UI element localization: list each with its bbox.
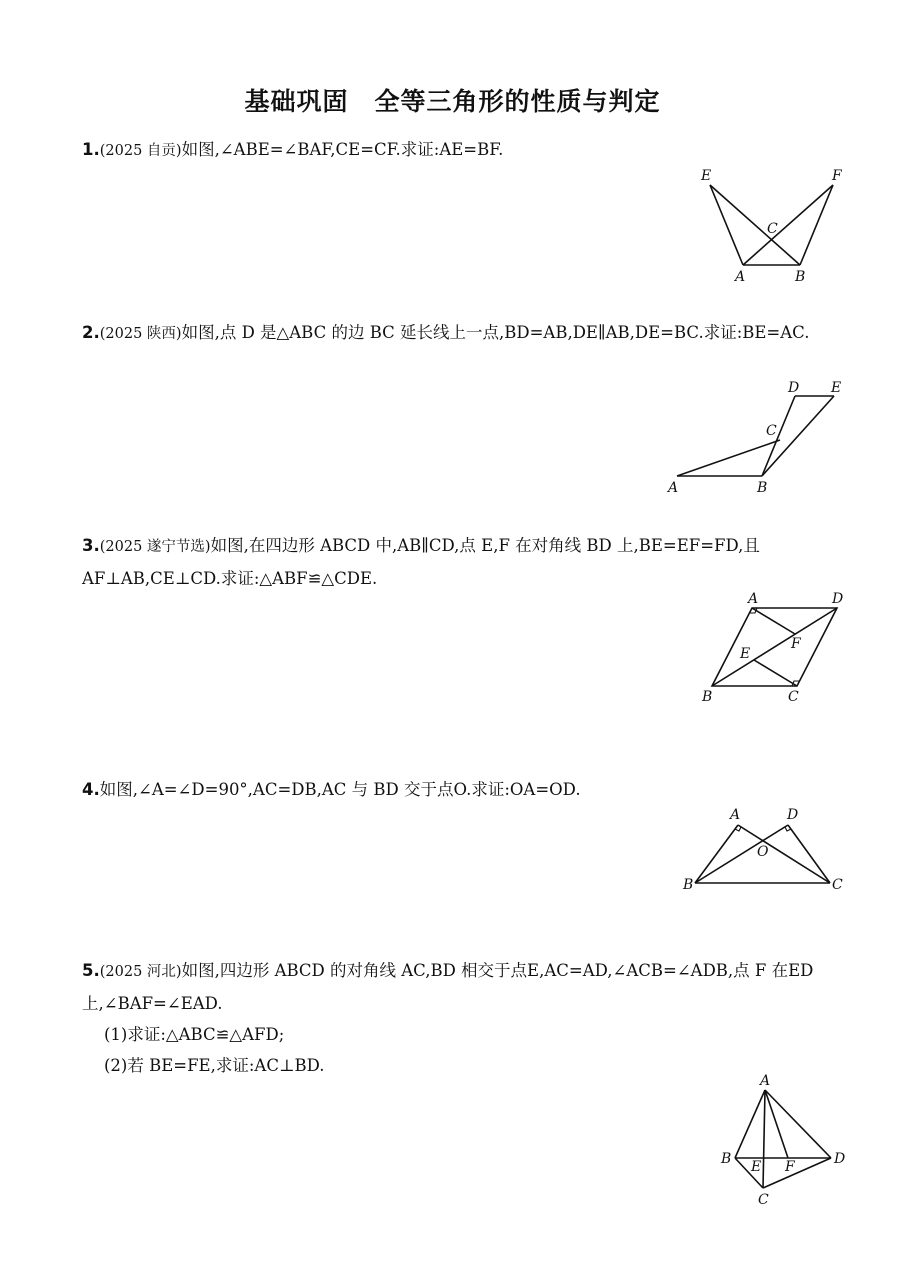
label-c: C [832, 877, 843, 893]
label-d: D [787, 807, 799, 823]
problem-3 [82, 530, 848, 594]
problem-source: (2025 自贡) [99, 143, 182, 159]
segment-ad [765, 1090, 831, 1158]
label-e: E [740, 646, 751, 662]
sub-question-2: (2)若 BE=FE,求证:AC⊥BD. [104, 1056, 325, 1075]
problem-number: 5. [82, 961, 100, 980]
label-b: B [795, 269, 806, 285]
segment-fa [743, 185, 833, 265]
segment-eb [710, 185, 800, 265]
label-o: O [757, 844, 769, 860]
problem-number: 2. [82, 323, 100, 342]
segment-ab [735, 1090, 765, 1158]
problem-number: 1. [82, 140, 100, 159]
label-b: B [683, 877, 694, 893]
figure-1 [695, 163, 855, 288]
segment-ce [754, 660, 797, 686]
problem-text: 如图,∠A=∠D=90°,AC=DB,AC 与 BD 交于点O.求证:OA=OD. [99, 780, 581, 799]
label-d: D [832, 591, 844, 607]
label-e: E [701, 168, 712, 184]
label-c: C [766, 423, 777, 439]
segment-fb [800, 185, 833, 265]
problem-text: 如图,点 D 是△ABC 的边 BC 延长线上一点,BD=AB,DE∥AB,DE=BC.求证:BE=AC. [181, 323, 810, 342]
label-f: F [785, 1159, 795, 1175]
segment-ac [738, 825, 830, 883]
label-b: B [721, 1151, 732, 1167]
segment-dc [788, 825, 830, 883]
sub-question-1: (1)求证:△ABC≌△AFD; [104, 1025, 285, 1044]
label-c: C [767, 221, 778, 237]
problem-text: 如图,在四边形 ABCD 中,AB∥CD,点 E,F 在对角线 BD 上,BE=EF=FD,且 AF⊥AB,CE⊥CD.求证:△ABF≌△CDE. [82, 536, 760, 588]
label-f: F [791, 636, 801, 652]
label-a: A [668, 480, 679, 496]
problem-source: (2025 遂宁节选) [99, 539, 211, 555]
figure-4 [680, 800, 855, 900]
segment-ab [695, 825, 738, 883]
segment-ac [763, 1090, 765, 1188]
label-b: B [702, 689, 713, 705]
page-title: 基础巩固 全等三角形的性质与判定 [244, 87, 661, 116]
problem-source: (2025 河北) [99, 964, 182, 980]
segment-db [695, 825, 788, 883]
label-d: D [834, 1151, 846, 1167]
label-f: F [832, 168, 842, 184]
segment-ea [710, 185, 743, 265]
problem-number: 3. [82, 536, 100, 555]
problem-text: 如图,∠ABE=∠BAF,CE=CF.求证:AE=BF. [181, 140, 504, 159]
segment-af [765, 1090, 788, 1158]
figure-2 [662, 378, 852, 498]
label-e: E [751, 1159, 762, 1175]
label-a: A [730, 807, 741, 823]
figure-5 [715, 1070, 855, 1210]
problem-text: 如图,四边形 ABCD 的对角线 AC,BD 相交于点E,AC=AD,∠ACB=∠ADB,点 F 在ED 上,∠BAF=∠EAD. [82, 961, 814, 1013]
figure-3 [692, 588, 857, 708]
label-d: D [788, 380, 800, 396]
label-c: C [758, 1192, 769, 1208]
segment-cd [763, 1158, 831, 1188]
label-a: A [760, 1073, 771, 1089]
problem-5 [82, 955, 848, 1081]
label-a: A [748, 591, 759, 607]
diagonal-bd [712, 608, 837, 686]
problem-2 [82, 317, 848, 350]
label-c: C [788, 689, 799, 705]
segment-af [752, 608, 795, 634]
problem-source: (2025 陕西) [99, 326, 182, 342]
label-e: E [831, 380, 842, 396]
label-a: A [735, 269, 746, 285]
problem-number: 4. [82, 780, 100, 799]
label-b: B [757, 480, 768, 496]
